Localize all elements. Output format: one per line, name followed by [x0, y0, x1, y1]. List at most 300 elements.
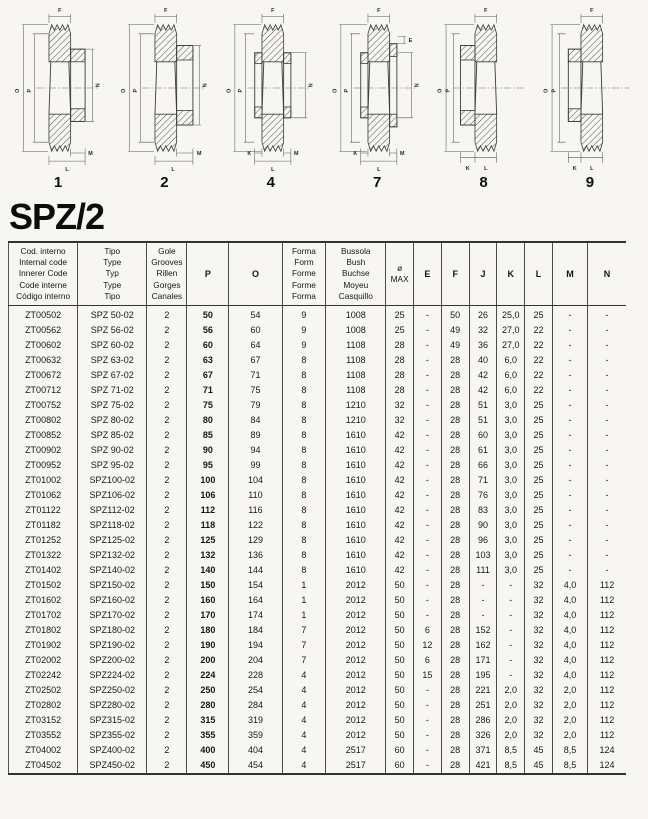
- table-cell: 7: [282, 653, 326, 668]
- table-cell: 400: [187, 743, 229, 758]
- table-cell: -: [414, 305, 442, 323]
- table-cell: 2: [147, 458, 187, 473]
- table-cell: 112: [588, 698, 626, 713]
- table-cell: 75: [187, 398, 229, 413]
- table-cell: 132: [187, 548, 229, 563]
- table-cell: 25: [525, 305, 553, 323]
- table-cell: -: [552, 368, 587, 383]
- table-cell: 28: [441, 488, 469, 503]
- table-cell: 112: [588, 653, 626, 668]
- table-cell: -: [497, 653, 525, 668]
- table-cell: 2: [147, 743, 187, 758]
- table-cell: ZT00752: [25, 400, 62, 411]
- table-cell: 6,0: [497, 353, 525, 368]
- table-cell: 6: [414, 623, 442, 638]
- table-cell: 36: [469, 338, 497, 353]
- table-cell: 28: [386, 383, 414, 398]
- table-cell: -: [414, 323, 442, 338]
- table-cell: 6,0: [497, 383, 525, 398]
- pulley-form-diagrams: [0, 0, 648, 191]
- table-cell: 42: [386, 518, 414, 533]
- table-cell: 8: [282, 398, 326, 413]
- table-cell: 122: [229, 518, 282, 533]
- table-cell: 28: [386, 368, 414, 383]
- table-cell: 4,0: [552, 638, 587, 653]
- table-cell: -: [469, 578, 497, 593]
- table-cell: 28: [441, 653, 469, 668]
- table-cell: ZT00712: [25, 385, 62, 396]
- form-number-4: 4: [266, 174, 275, 191]
- table-cell: 25: [525, 488, 553, 503]
- table-cell: 3,0: [497, 563, 525, 578]
- table-cell: 4: [282, 743, 326, 758]
- form-number-7: 7: [373, 174, 382, 191]
- table-cell: 2012: [326, 623, 386, 638]
- header-bush: Bussola Bush Buchse Moyeu Casquillo: [326, 242, 386, 305]
- table-cell: -: [414, 743, 442, 758]
- table-cell: SPZ315-02: [78, 713, 147, 728]
- table-cell: -: [588, 488, 626, 503]
- header-grooves: Gole Grooves Rillen Gorges Canales: [147, 242, 187, 305]
- table-cell: 8: [282, 458, 326, 473]
- table-cell: 200: [187, 653, 229, 668]
- table-cell: 140: [187, 563, 229, 578]
- table-cell: 112: [588, 593, 626, 608]
- table-cell: -: [414, 578, 442, 593]
- table-cell: SPZ 80-02: [78, 413, 147, 428]
- table-cell: ZT01602: [25, 595, 62, 606]
- dim-label-o: O: [437, 88, 444, 93]
- table-row: [9, 383, 627, 398]
- table-cell: 32: [525, 713, 553, 728]
- table-row: [9, 368, 627, 383]
- dim-label-p: P: [237, 88, 244, 93]
- table-cell: 25: [525, 473, 553, 488]
- table-cell: 28: [441, 683, 469, 698]
- table-cell: 25: [386, 323, 414, 338]
- table-row: [9, 593, 627, 608]
- table-cell: 8: [282, 383, 326, 398]
- table-cell: 221: [469, 683, 497, 698]
- table-cell: -: [497, 593, 525, 608]
- header-m: M: [552, 242, 587, 305]
- dim-label-p: P: [26, 88, 33, 93]
- pulley-form-7-figure: [325, 4, 429, 191]
- table-cell: 2: [147, 563, 187, 578]
- table-row: [9, 743, 627, 758]
- table-row: [9, 728, 627, 743]
- table-cell: ZT00562: [25, 325, 62, 336]
- table-cell: 45: [525, 758, 553, 774]
- table-cell: 71: [187, 383, 229, 398]
- dim-label-l: L: [65, 167, 69, 172]
- table-cell: 42: [386, 533, 414, 548]
- table-cell: 84: [229, 413, 282, 428]
- table-cell: 25: [525, 503, 553, 518]
- table-cell: ZT00952: [25, 460, 62, 471]
- table-cell: -: [588, 428, 626, 443]
- table-cell: 280: [187, 698, 229, 713]
- table-cell: 63: [187, 353, 229, 368]
- table-cell: 112: [588, 578, 626, 593]
- table-cell: 4: [282, 698, 326, 713]
- table-cell: -: [588, 473, 626, 488]
- table-cell: 42: [386, 548, 414, 563]
- table-cell: 66: [469, 458, 497, 473]
- dim-label-f: F: [377, 8, 381, 15]
- table-cell: 2: [147, 638, 187, 653]
- table-row: [9, 758, 627, 774]
- table-cell: 28: [441, 758, 469, 774]
- table-cell: 160: [187, 593, 229, 608]
- table-cell: 26: [469, 305, 497, 323]
- table-cell: -: [552, 443, 587, 458]
- table-cell: 79: [229, 398, 282, 413]
- table-cell: 3,0: [497, 503, 525, 518]
- table-cell: 27,0: [497, 323, 525, 338]
- table-cell: 124: [588, 743, 626, 758]
- table-cell: 25: [525, 518, 553, 533]
- table-cell: SPZ170-02: [78, 608, 147, 623]
- table-cell: 116: [229, 503, 282, 518]
- table-cell: 28: [441, 458, 469, 473]
- table-cell: 94: [229, 443, 282, 458]
- table-cell: 42: [386, 458, 414, 473]
- header-type: Tipo Type Typ Type Tipo: [78, 242, 147, 305]
- table-cell: 8,5: [497, 743, 525, 758]
- pulley-form-7-diagram: [325, 4, 429, 172]
- table-cell: 112: [588, 608, 626, 623]
- table-cell: ZT01802: [25, 625, 62, 636]
- table-cell: 50: [386, 608, 414, 623]
- table-row: [9, 683, 627, 698]
- table-cell: 2: [147, 443, 187, 458]
- table-cell: 25: [525, 398, 553, 413]
- table-header: [9, 242, 627, 305]
- table-cell: SPZ 63-02: [78, 353, 147, 368]
- table-cell: 42: [386, 503, 414, 518]
- header-o: O: [229, 242, 282, 305]
- table-cell: -: [552, 413, 587, 428]
- table-cell: 2: [147, 413, 187, 428]
- dim-label-k: K: [572, 166, 577, 172]
- table-cell: 152: [469, 623, 497, 638]
- table-cell: ZT03552: [25, 730, 62, 741]
- table-cell: -: [414, 398, 442, 413]
- table-row: [9, 653, 627, 668]
- table-cell: 2517: [326, 743, 386, 758]
- table-cell: 154: [229, 578, 282, 593]
- table-cell: 8: [282, 368, 326, 383]
- table-cell: ZT01002: [25, 475, 62, 486]
- table-cell: 15: [414, 668, 442, 683]
- table-row: [9, 338, 627, 353]
- table-cell: -: [497, 623, 525, 638]
- table-row: [9, 398, 627, 413]
- table-cell: 67: [229, 353, 282, 368]
- table-cell: 112: [588, 728, 626, 743]
- table-cell: 8: [282, 443, 326, 458]
- table-cell: 64: [229, 338, 282, 353]
- table-cell: 42: [386, 488, 414, 503]
- table-cell: 28: [441, 443, 469, 458]
- pulley-form-2-diagram: [112, 4, 216, 172]
- table-cell: -: [552, 428, 587, 443]
- table-cell: 32: [525, 608, 553, 623]
- table-cell: 2: [147, 683, 187, 698]
- table-cell: 8: [282, 413, 326, 428]
- table-cell: 254: [229, 683, 282, 698]
- table-cell: -: [414, 383, 442, 398]
- table-cell: 2,0: [552, 713, 587, 728]
- table-cell: 61: [469, 443, 497, 458]
- table-cell: 25: [525, 413, 553, 428]
- table-cell: -: [414, 338, 442, 353]
- table-cell: 315: [187, 713, 229, 728]
- table-cell: -: [588, 338, 626, 353]
- table-cell: SPZ132-02: [78, 548, 147, 563]
- table-cell: 2012: [326, 713, 386, 728]
- table-cell: 8,5: [552, 758, 587, 774]
- table-cell: SPZ355-02: [78, 728, 147, 743]
- table-cell: 50: [386, 698, 414, 713]
- table-cell: 3,0: [497, 458, 525, 473]
- table-cell: SPZ200-02: [78, 653, 147, 668]
- pulley-form-8-figure: [432, 4, 536, 191]
- table-cell: 1210: [326, 413, 386, 428]
- table-cell: 106: [187, 488, 229, 503]
- table-cell: 2,0: [497, 683, 525, 698]
- table-cell: 40: [469, 353, 497, 368]
- dim-label-o: O: [226, 88, 233, 93]
- table-cell: 174: [229, 608, 282, 623]
- table-cell: 319: [229, 713, 282, 728]
- pulley-form-4-diagram: [219, 4, 323, 172]
- table-cell: 326: [469, 728, 497, 743]
- table-cell: 1610: [326, 548, 386, 563]
- table-row: [9, 563, 627, 578]
- header-diameter-max: ø MAX: [386, 242, 414, 305]
- table-cell: -: [552, 548, 587, 563]
- table-cell: 118: [187, 518, 229, 533]
- table-cell: 49: [441, 323, 469, 338]
- table-cell: 4,0: [552, 593, 587, 608]
- table-cell: 2: [147, 668, 187, 683]
- table-cell: -: [588, 413, 626, 428]
- table-cell: ZT01062: [25, 490, 62, 501]
- table-cell: 32: [525, 623, 553, 638]
- form-number-1: 1: [53, 174, 63, 191]
- table-cell: 50: [386, 623, 414, 638]
- table-cell: -: [414, 458, 442, 473]
- table-cell: 1008: [326, 305, 386, 323]
- table-cell: -: [588, 305, 626, 323]
- table-cell: 2: [147, 548, 187, 563]
- table-cell: 80: [187, 413, 229, 428]
- table-cell: 1610: [326, 563, 386, 578]
- table-cell: 1610: [326, 488, 386, 503]
- table-cell: 28: [441, 413, 469, 428]
- dim-label-m: M: [400, 150, 405, 157]
- table-cell: 4: [282, 713, 326, 728]
- table-cell: ZT00602: [25, 340, 62, 351]
- table-cell: 32: [525, 653, 553, 668]
- pulley-form-9-figure: [538, 4, 642, 191]
- table-cell: 1108: [326, 338, 386, 353]
- table-cell: ZT00632: [25, 355, 62, 366]
- table-cell: ZT00902: [25, 445, 62, 456]
- table-cell: 2: [147, 623, 187, 638]
- table-cell: 251: [469, 698, 497, 713]
- table-cell: -: [588, 383, 626, 398]
- table-cell: 7: [282, 623, 326, 638]
- table-row: [9, 638, 627, 653]
- dim-label-f: F: [270, 8, 275, 15]
- table-cell: 28: [386, 338, 414, 353]
- table-cell: 2517: [326, 758, 386, 774]
- table-cell: 2012: [326, 608, 386, 623]
- spz2-spec-table: [8, 241, 626, 775]
- table-row: [9, 428, 627, 443]
- table-cell: SPZ280-02: [78, 698, 147, 713]
- table-cell: 28: [441, 428, 469, 443]
- table-cell: 150: [187, 578, 229, 593]
- table-row: [9, 518, 627, 533]
- dim-label-p: P: [344, 88, 351, 93]
- table-row: [9, 623, 627, 638]
- dim-label-m: M: [197, 150, 202, 157]
- table-cell: 195: [469, 668, 497, 683]
- table-cell: 359: [229, 728, 282, 743]
- table-cell: 25: [525, 548, 553, 563]
- table-cell: 25: [525, 563, 553, 578]
- table-cell: 8: [282, 503, 326, 518]
- header-e: E: [414, 242, 442, 305]
- table-cell: 3,0: [497, 398, 525, 413]
- table-cell: 28: [441, 368, 469, 383]
- table-cell: SPZ 85-02: [78, 428, 147, 443]
- dim-label-l: L: [171, 167, 176, 172]
- table-cell: 129: [229, 533, 282, 548]
- form-number-8: 8: [479, 174, 488, 191]
- table-cell: 2: [147, 713, 187, 728]
- table-cell: 1108: [326, 383, 386, 398]
- table-cell: -: [552, 533, 587, 548]
- table-cell: 112: [588, 638, 626, 653]
- table-cell: 32: [525, 593, 553, 608]
- table-cell: 2: [147, 473, 187, 488]
- table-cell: -: [414, 563, 442, 578]
- table-cell: 32: [469, 323, 497, 338]
- table-cell: -: [552, 353, 587, 368]
- table-cell: 42: [469, 368, 497, 383]
- dim-label-p: P: [133, 88, 140, 93]
- table-cell: 25: [525, 428, 553, 443]
- table-cell: -: [414, 713, 442, 728]
- table-cell: 1610: [326, 443, 386, 458]
- table-cell: 28: [441, 668, 469, 683]
- table-cell: 32: [525, 728, 553, 743]
- table-cell: 2012: [326, 698, 386, 713]
- table-cell: 224: [187, 668, 229, 683]
- table-cell: -: [552, 338, 587, 353]
- table-cell: 4,0: [552, 653, 587, 668]
- table-cell: ZT00802: [25, 415, 62, 426]
- table-cell: 99: [229, 458, 282, 473]
- table-cell: 95: [187, 458, 229, 473]
- table-cell: 8: [282, 518, 326, 533]
- dim-label-f: F: [483, 8, 488, 15]
- table-cell: 450: [187, 758, 229, 774]
- table-cell: 50: [386, 683, 414, 698]
- table-cell: 2: [147, 338, 187, 353]
- table-cell: -: [414, 368, 442, 383]
- table-cell: ZT01122: [25, 505, 61, 516]
- dim-label-o: O: [15, 88, 22, 93]
- table-cell: 1610: [326, 518, 386, 533]
- table-cell: 85: [187, 428, 229, 443]
- table-cell: 28: [441, 503, 469, 518]
- table-cell: 3,0: [497, 533, 525, 548]
- table-cell: 50: [386, 578, 414, 593]
- table-cell: 2: [147, 653, 187, 668]
- table-cell: -: [588, 533, 626, 548]
- table-cell: 28: [441, 578, 469, 593]
- table-cell: 184: [229, 623, 282, 638]
- table-cell: -: [552, 458, 587, 473]
- table-cell: SPZ150-02: [78, 578, 147, 593]
- table-row: [9, 473, 627, 488]
- dim-label-n: N: [95, 83, 102, 88]
- table-cell: 60: [229, 323, 282, 338]
- table-cell: -: [588, 548, 626, 563]
- table-cell: 2: [147, 353, 187, 368]
- table-cell: -: [497, 638, 525, 653]
- table-cell: -: [552, 383, 587, 398]
- header-l: L: [525, 242, 553, 305]
- table-cell: 42: [386, 473, 414, 488]
- page-title: SPZ/2: [9, 196, 105, 237]
- table-cell: 75: [229, 383, 282, 398]
- table-cell: 3,0: [497, 488, 525, 503]
- table-cell: -: [588, 458, 626, 473]
- table-cell: 1108: [326, 353, 386, 368]
- table-cell: ZT02002: [25, 655, 62, 666]
- table-cell: 204: [229, 653, 282, 668]
- table-cell: 45: [525, 743, 553, 758]
- table-cell: -: [588, 563, 626, 578]
- table-cell: -: [414, 593, 442, 608]
- table-cell: -: [414, 413, 442, 428]
- table-cell: 2012: [326, 593, 386, 608]
- table-cell: 8,5: [497, 758, 525, 774]
- table-cell: 60: [187, 338, 229, 353]
- table-cell: 32: [525, 578, 553, 593]
- table-cell: ZT01702: [25, 610, 62, 621]
- table-cell: 32: [525, 698, 553, 713]
- table-cell: 42: [386, 428, 414, 443]
- table-cell: 1210: [326, 398, 386, 413]
- table-cell: -: [414, 503, 442, 518]
- table-cell: 89: [229, 428, 282, 443]
- table-cell: 454: [229, 758, 282, 774]
- table-cell: 2: [147, 728, 187, 743]
- table-cell: 112: [588, 713, 626, 728]
- table-cell: 32: [525, 683, 553, 698]
- table-cell: 50: [386, 653, 414, 668]
- table-cell: -: [552, 323, 587, 338]
- table-cell: 2,0: [552, 728, 587, 743]
